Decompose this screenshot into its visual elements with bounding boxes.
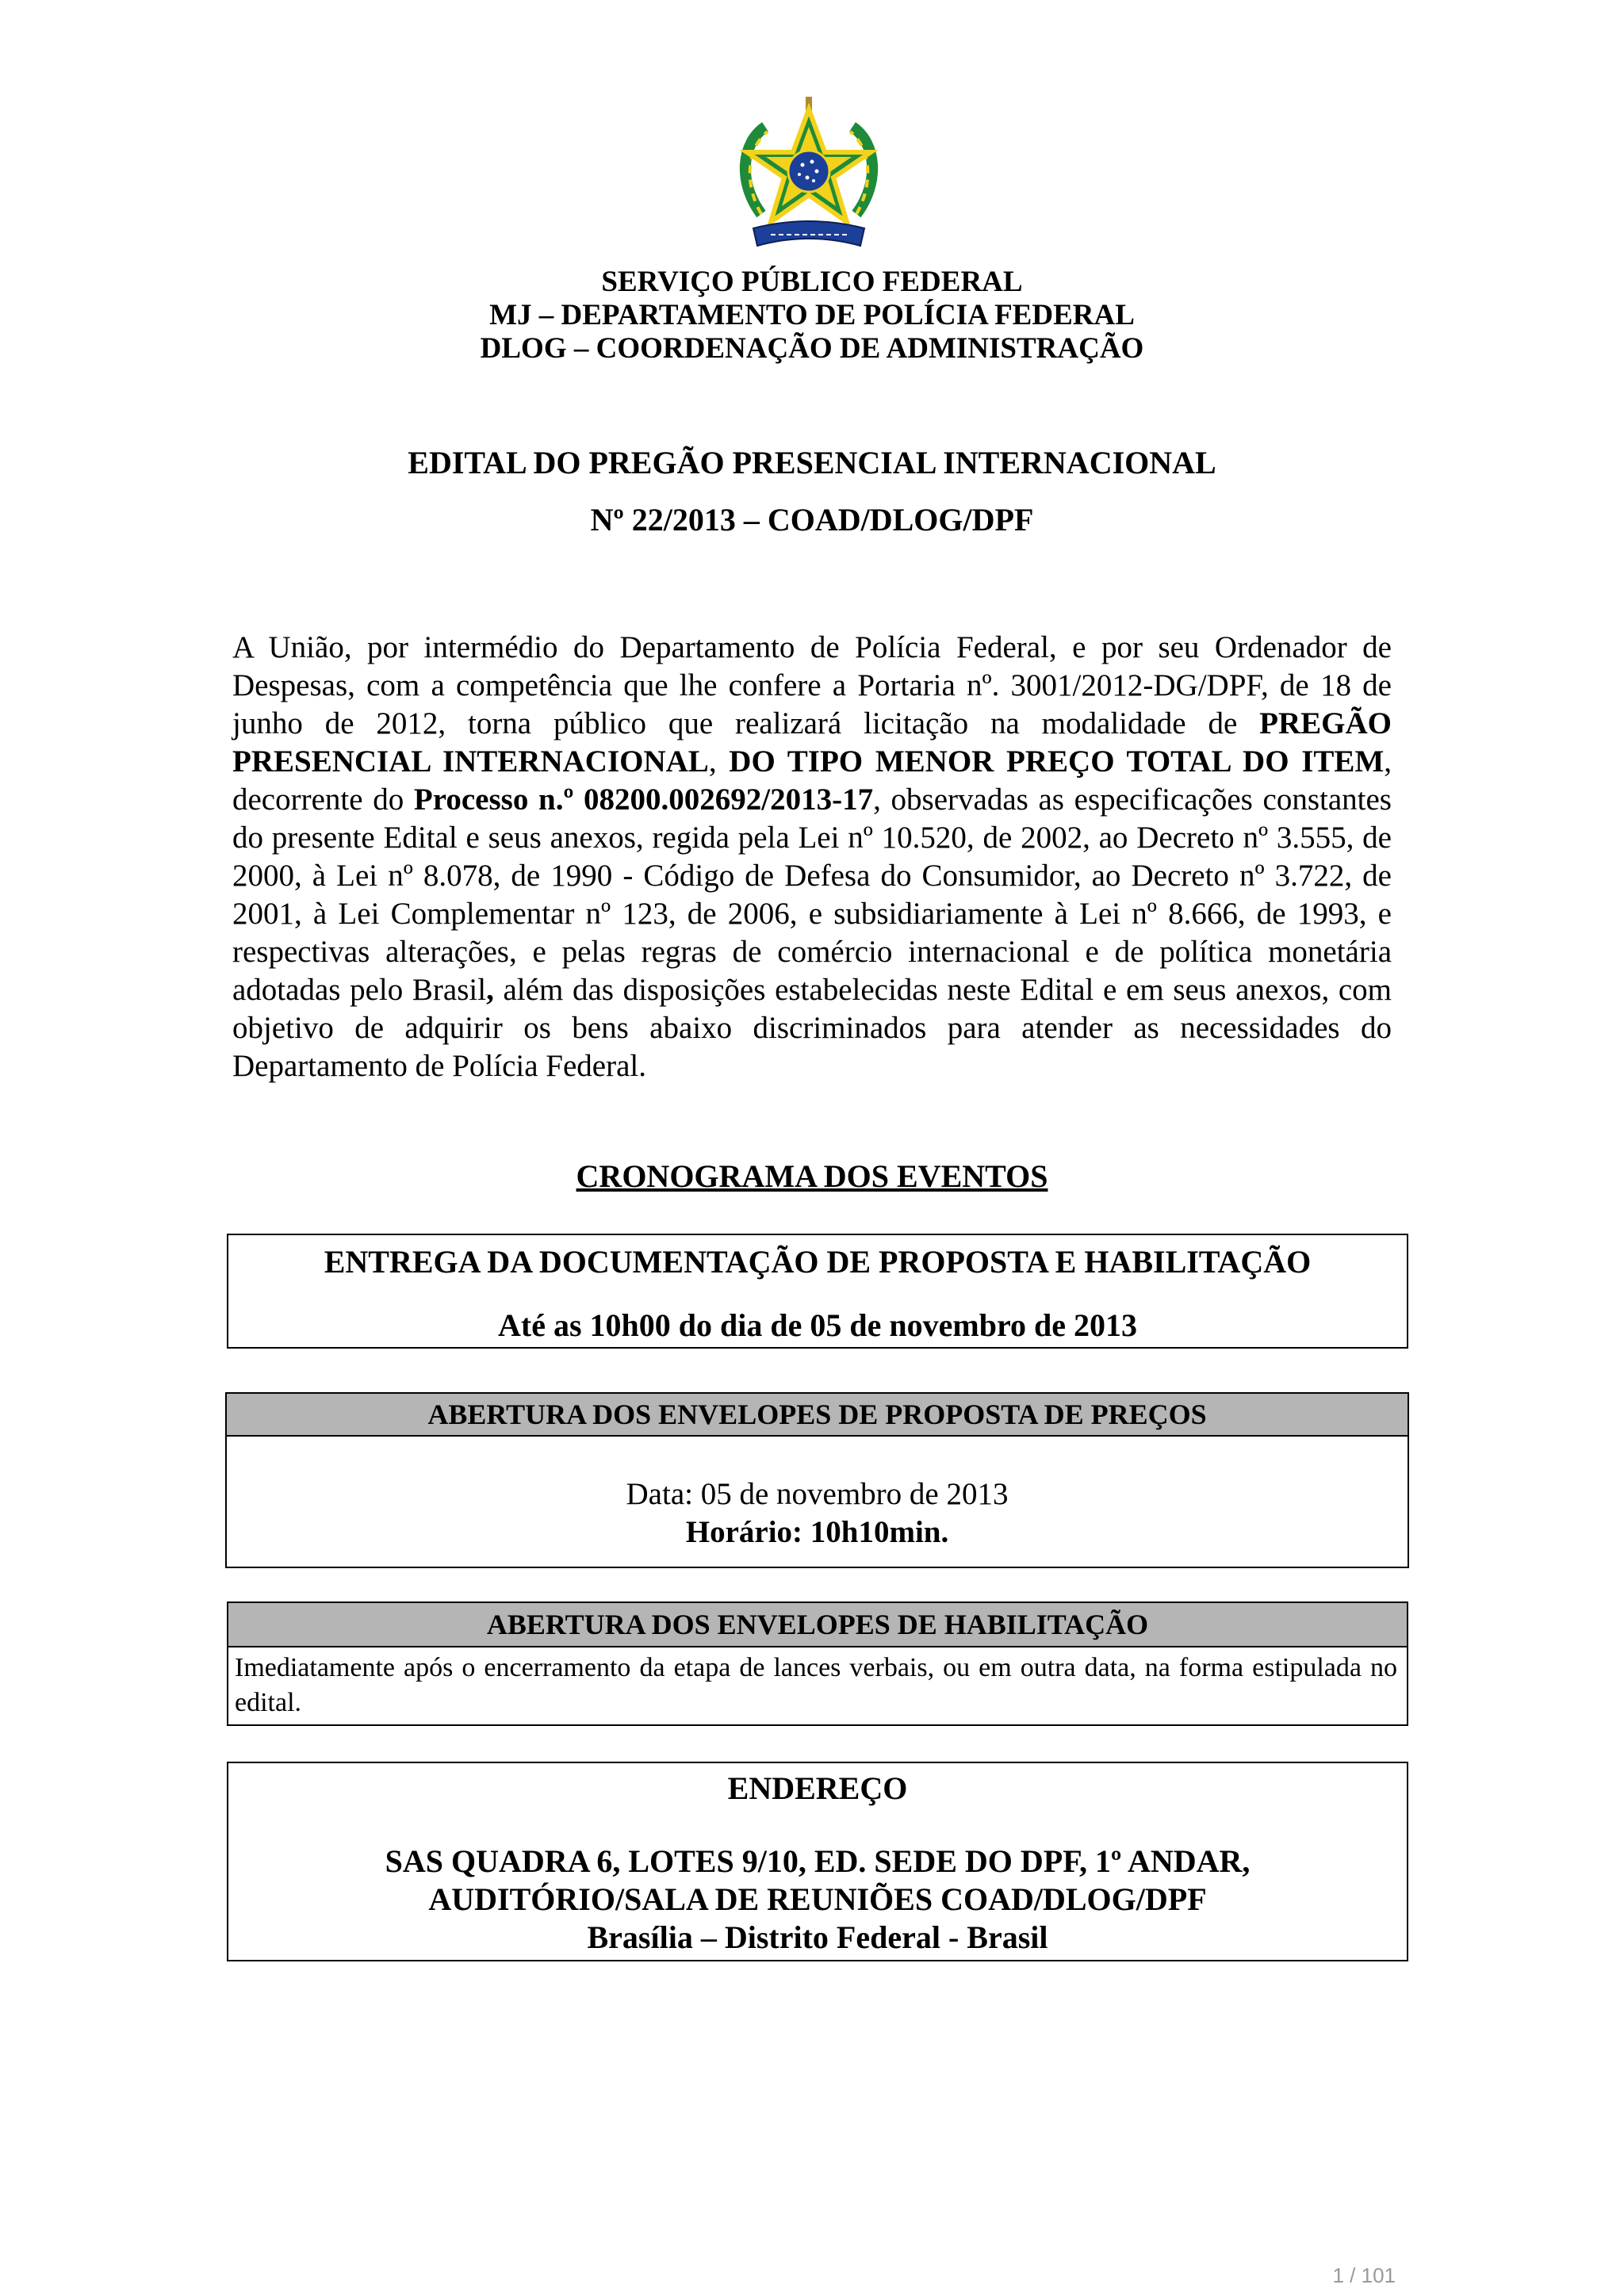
delivery-box <box>227 1234 1408 1349</box>
intro-paragraph <box>232 629 1392 1085</box>
intro-text-2: , <box>708 744 730 779</box>
intro-text-4: , observadas as especificações constantes do presente Edital e seus anexos, regida pela Lei nº 10.520, de 2002, ao Decreto nº 3.555, de 2000, à Lei nº 8.078, de 1990 - Código de Defesa do Consumidor, ao Decreto nº 3.722, de 2001, à Lei Complementar nº 123, de 2006, e subsidiariamente à Lei nº 8.666, de 1993, e respectivas alterações, e pelas regras de comércio internacional e de política monetária adotadas pelo Brasil <box>232 783 1392 1007</box>
header-line-coordination: DLOG – COORDENAÇÃO DE ADMINISTRAÇÃO <box>480 332 1144 365</box>
issuer-header <box>0 266 1624 365</box>
intro-bold-modality: PREGÃO PRESENCIAL INTERNACIONAL <box>232 706 1392 779</box>
intro-text-1: A União, por intermédio do Departamento de Polícia Federal, e por seu Ordenador de Despesas, com a competência que lhe confere a Portaria nº. 3001/2012-DG/DPF, de 18 de junho de 2012, torna público que realizará licitação na modalidade de <box>232 630 1392 740</box>
document-number: Nº 22/2013 – COAD/DLOG/DPF <box>590 502 1034 538</box>
address-line-1: SAS QUADRA 6, LOTES 9/10, ED. SEDE DO DPF, 1º ANDAR, <box>385 1843 1251 1879</box>
intro-bold-type: DO TIPO MENOR PREÇO TOTAL DO ITEM <box>729 744 1385 779</box>
address-line-3: Brasília – Distrito Federal - Brasil <box>587 1919 1048 1955</box>
intro-bold-comma: , <box>486 973 494 1007</box>
qualification-opening-text: Imediatamente após o encerramento da etapa de lances verbais, ou em outra data, na forma estipulada no edital. <box>235 1653 1397 1717</box>
schedule-title-text: CRONOGRAMA DOS EVENTOS <box>576 1158 1048 1194</box>
intro-text-3: , decorrente do <box>232 744 1392 817</box>
price-opening-time: Horário: 10h10min. <box>685 1515 949 1549</box>
address-box <box>227 1762 1408 1961</box>
intro-text-5: além das disposições estabelecidas neste Edital e em seus anexos, com objetivo de adquirir os bens abaixo discriminados para atender as necessidades do Departamento de Polícia Federal. <box>232 973 1392 1083</box>
price-opening-date: Data: 05 de novembro de 2013 <box>626 1477 1009 1511</box>
address-line-2: AUDITÓRIO/SALA DE REUNIÕES COAD/DLOG/DPF <box>428 1881 1207 1917</box>
page-indicator: 1 / 101 <box>1332 2263 1396 2287</box>
header-line-service: SERVIÇO PÚBLICO FEDERAL <box>601 266 1023 298</box>
delivery-heading: ENTREGA DA DOCUMENTAÇÃO DE PROPOSTA E HABILITAÇÃO <box>324 1244 1312 1280</box>
address-lines <box>228 1843 1407 1957</box>
document-title: EDITAL DO PREGÃO PRESENCIAL INTERNACIONAL <box>408 445 1216 480</box>
price-opening-heading: ABERTURA DOS ENVELOPES DE PROPOSTA DE PREÇOS <box>227 1394 1408 1437</box>
header-line-department: MJ – DEPARTAMENTO DE POLÍCIA FEDERAL <box>489 299 1135 331</box>
price-opening-box <box>225 1392 1409 1568</box>
qualification-opening-heading: ABERTURA DOS ENVELOPES DE HABILITAÇÃO <box>228 1603 1407 1647</box>
schedule-title <box>0 1158 1624 1195</box>
address-heading: ENDEREÇO <box>727 1770 908 1806</box>
delivery-deadline: Até as 10h00 do dia de 05 de novembro de 2013 <box>498 1307 1137 1343</box>
brazil-coat-of-arms-icon <box>730 95 888 254</box>
qualification-opening-box <box>227 1601 1408 1726</box>
intro-bold-process: Processo n.º 08200.002692/2013-17 <box>413 783 874 817</box>
